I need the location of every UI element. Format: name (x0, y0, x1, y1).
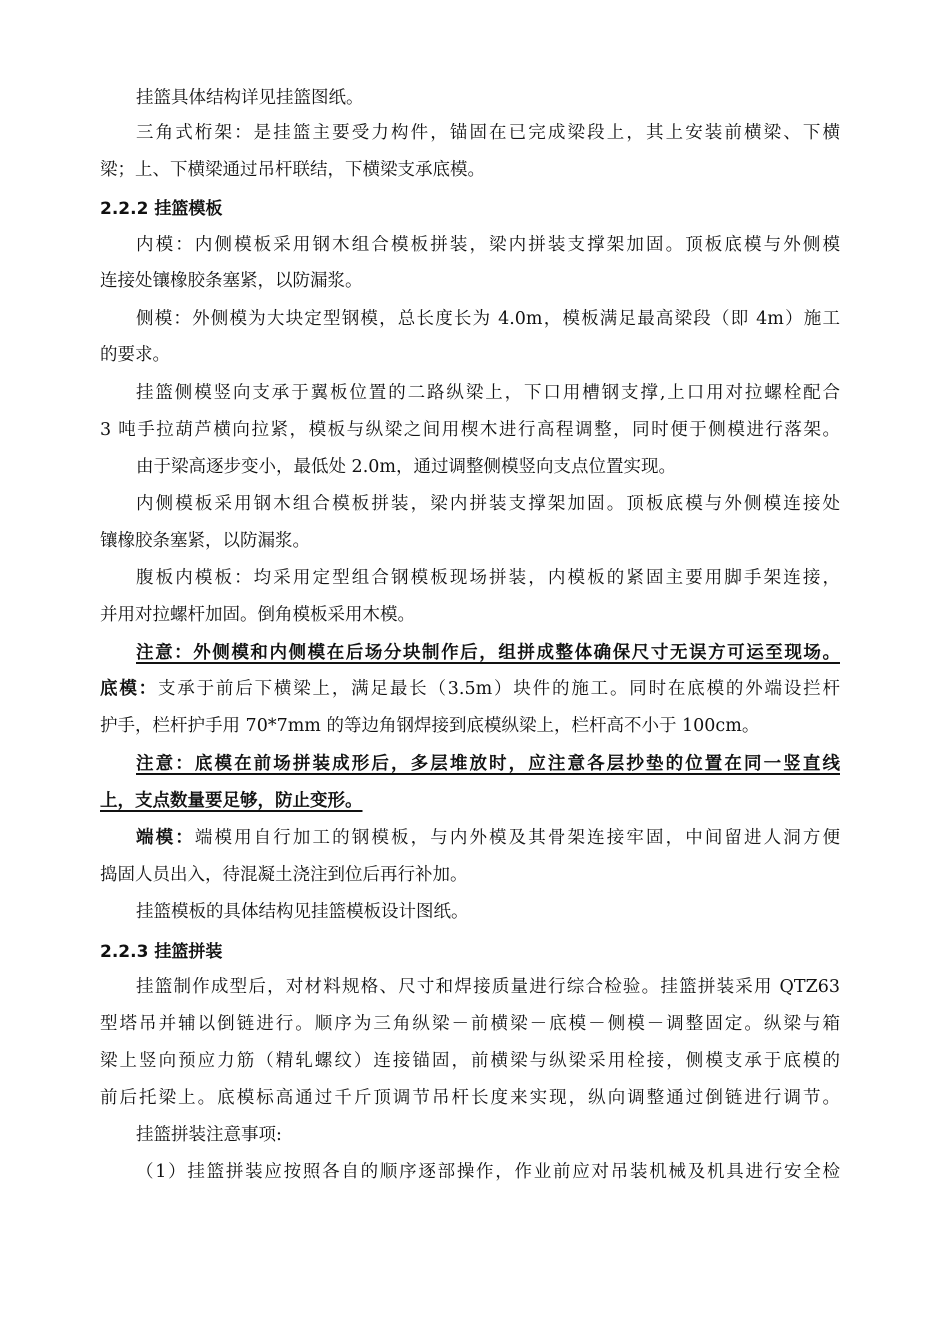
paragraph-line: 挂篮侧模竖向支承于翼板位置的二路纵梁上，下口用槽钢支撑,上口用对拉螺栓配合 (136, 383, 840, 403)
paragraph-line: 内侧模板采用钢木组合模板拼装，梁内拼装支撑架加固。顶板底模与外侧模连接处 (136, 494, 840, 514)
term-text: 端模用自行加工的钢模板，与内外模及其骨架连接牢固，中间留进人洞方便 (194, 828, 840, 848)
paragraph-line: 护手，栏杆护手用 70*7mm 的等边角钢焊接到底模纵梁上，栏杆高不小于 100cm。 (100, 716, 760, 736)
paragraph-line: 连接处镶橡胶条塞紧，以防漏浆。 (100, 271, 363, 291)
paragraph-line: 挂篮制作成型后，对材料规格、尺寸和焊接质量进行综合检验。挂篮拼装采用 QTZ63 (136, 977, 840, 997)
paragraph-line: 捣固人员出入，待混凝土浇注到位后再行补加。 (100, 865, 468, 885)
list-item: （1）挂篮拼装应按照各自的顺序逐部操作，作业前应对吊装机械及机具进行安全检 (136, 1162, 840, 1182)
paragraph-line: 三角式桁架：是挂篮主要受力构件，锚固在已完成梁段上，其上安装前横梁、下横 (136, 123, 840, 143)
paragraph-line: 3 吨手拉葫芦横向拉紧，模板与纵梁之间用楔木进行高程调整，同时便于侧模进行落架。 (100, 420, 840, 440)
paragraph-line (136, 826, 840, 850)
paragraph-line: 的要求。 (100, 345, 170, 365)
notice-line: 注意：底模在前场拼装成形后，多层堆放时，应注意各层抄垫的位置在同一竖直线 (136, 754, 840, 774)
paragraph-line: 腹板内模板：均采用定型组合钢模板现场拼装，内模板的紧固主要用脚手架连接， (136, 568, 840, 588)
paragraph-line: 内模：内侧模板采用钢木组合模板拼装，梁内拼装支撑架加固。顶板底模与外侧模 (136, 235, 840, 255)
notice-line: 注意：外侧模和内侧模在后场分块制作后，组拼成整体确保尺寸无误方可运至现场。 (136, 643, 840, 663)
paragraph-line: 镶橡胶条塞紧，以防漏浆。 (100, 531, 310, 551)
notice-line: 上，支点数量要足够，防止变形。 (100, 791, 363, 811)
paragraph-line: 前后托梁上。底模标高通过千斤顶调节吊杆长度来实现，纵向调整通过倒链进行调节。 (100, 1088, 840, 1108)
paragraph-line: 并用对拉螺杆加固。倒角模板采用木模。 (100, 605, 415, 625)
section-heading: 2.2.3 挂篮拼装 (100, 942, 223, 962)
paragraph-line: 梁上竖向预应力筋（精轧螺纹）连接锚固，前横梁与纵梁采用栓接，侧模支承于底模的 (100, 1051, 840, 1071)
term-label: 端模： (136, 828, 195, 848)
paragraph-line: 侧模：外侧模为大块定型钢模，总长度长为 4.0m，模板满足最高梁段（即 4m）施工 (136, 309, 840, 329)
term-label: 底模： (100, 679, 158, 699)
paragraph-line: 由于梁高逐步变小，最低处 2.0m，通过调整侧模竖向支点位置实现。 (136, 457, 676, 477)
paragraph-line: 型塔吊并辅以倒链进行。顺序为三角纵梁－前横梁－底模－侧模－调整固定。纵梁与箱 (100, 1014, 840, 1034)
term-text: 支承于前后下横梁上，满足最长（3.5m）块件的施工。同时在底模的外端设拦杆 (157, 679, 840, 699)
paragraph-line: 梁；上、下横梁通过吊杆联结，下横梁支承底模。 (100, 160, 485, 180)
paragraph-line: 挂篮拼装注意事项: (136, 1125, 282, 1145)
paragraph-line: 挂篮具体结构详见挂篮图纸。 (136, 88, 364, 108)
paragraph-line: 挂篮模板的具体结构见挂篮模板设计图纸。 (136, 902, 469, 922)
paragraph-line (100, 677, 840, 701)
section-heading: 2.2.2 挂篮模板 (100, 199, 223, 219)
